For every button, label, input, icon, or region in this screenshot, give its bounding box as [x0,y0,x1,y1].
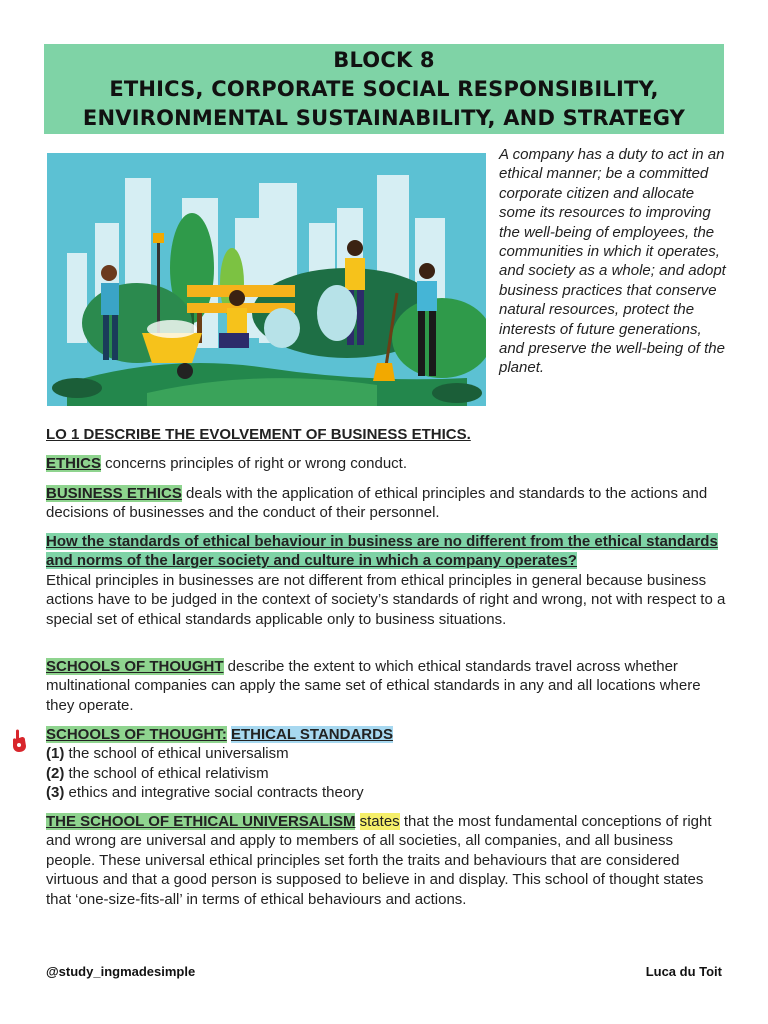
universalism-states: states [359,813,400,830]
schools-text: describe the extent to which ethical standards travel across whether multinational companies can apply the same set of ethical standards in any and all locations where they operate. [46,658,701,714]
ethics-question-heading: How the standards of ethical behaviour in business are no different from the ethical standards and norms of the larger society and culture in which a company operates? [46,533,718,570]
ethics-question-block [46,532,726,629]
footer-handle: @study_ingmadesimple [46,964,196,979]
hand-pointer-icon [10,728,30,754]
block-number: BLOCK 8 [333,47,435,72]
list-item: (3) ethics and integrative social contracts theory [46,784,364,802]
volunteers-cleaning-park-illustration [47,153,486,406]
business-ethics-text: deals with the application of ethical principles and standards to the actions and decisions of businesses and the conduct of their personnel. [46,485,708,522]
ethics-definition [46,454,726,473]
intro-paragraph: A company has a duty to act in an ethical manner; be a committed corporate citizen and allocate some its resources to improving the well-being of employees, the communities in which it operates, and society as a whole; and adopt business practices that conserve natural resources, protect the interests of future generations, and preserve the well-being of the planet. [499,146,726,377]
title-line-2: ENVIRONMENTAL SUSTAINABILITY, AND STRATEGY [82,105,686,130]
standards-term-2: ETHICAL STANDARDS [231,726,393,743]
list-item: (2) the school of ethical relativism [46,764,269,782]
ethics-text: concerns principles of right or wrong conduct. [101,455,407,472]
ethical-universalism-definition [46,812,726,909]
business-ethics-definition [46,484,726,523]
universalism-term: THE SCHOOL OF ETHICAL UNIVERSALISM [46,813,356,830]
lo1-heading: LO 1 DESCRIBE THE EVOLVEMENT OF BUSINESS ETHICS. [46,426,471,443]
ethical-standards-block [46,725,726,803]
ethics-question-answer: Ethical principles in businesses are not different from ethical principles in general because business actions have to be judged in the context of society’s standards of right and wrong, not with respect to a special set of ethical standards applicable only to business situations. [46,571,726,628]
schools-term: SCHOOLS OF THOUGHT [46,658,224,675]
standards-term-1: SCHOOLS OF THOUGHT: [46,726,227,743]
universalism-text: that the most fundamental conceptions of right and wrong are universal and apply to members of all societies, all companies, and all business people. These universal ethical principles set forth the traits and behaviours that are considered virtuous and that a good person is supposed to believe in and display. This school of thought states that ‘one-size-fits-all’ in terms of ethical behaviours and actions. [46,813,712,908]
schools-of-thought-definition [46,657,726,715]
list-item: (1) the school of ethical universalism [46,745,289,763]
title-line-1: ETHICS, CORPORATE SOCIAL RESPONSIBILITY, [109,76,659,101]
footer-author: Luca du Toit [645,964,722,979]
business-ethics-term: BUSINESS ETHICS [46,485,182,502]
title-banner [44,44,724,134]
ethics-term: ETHICS [46,455,102,472]
